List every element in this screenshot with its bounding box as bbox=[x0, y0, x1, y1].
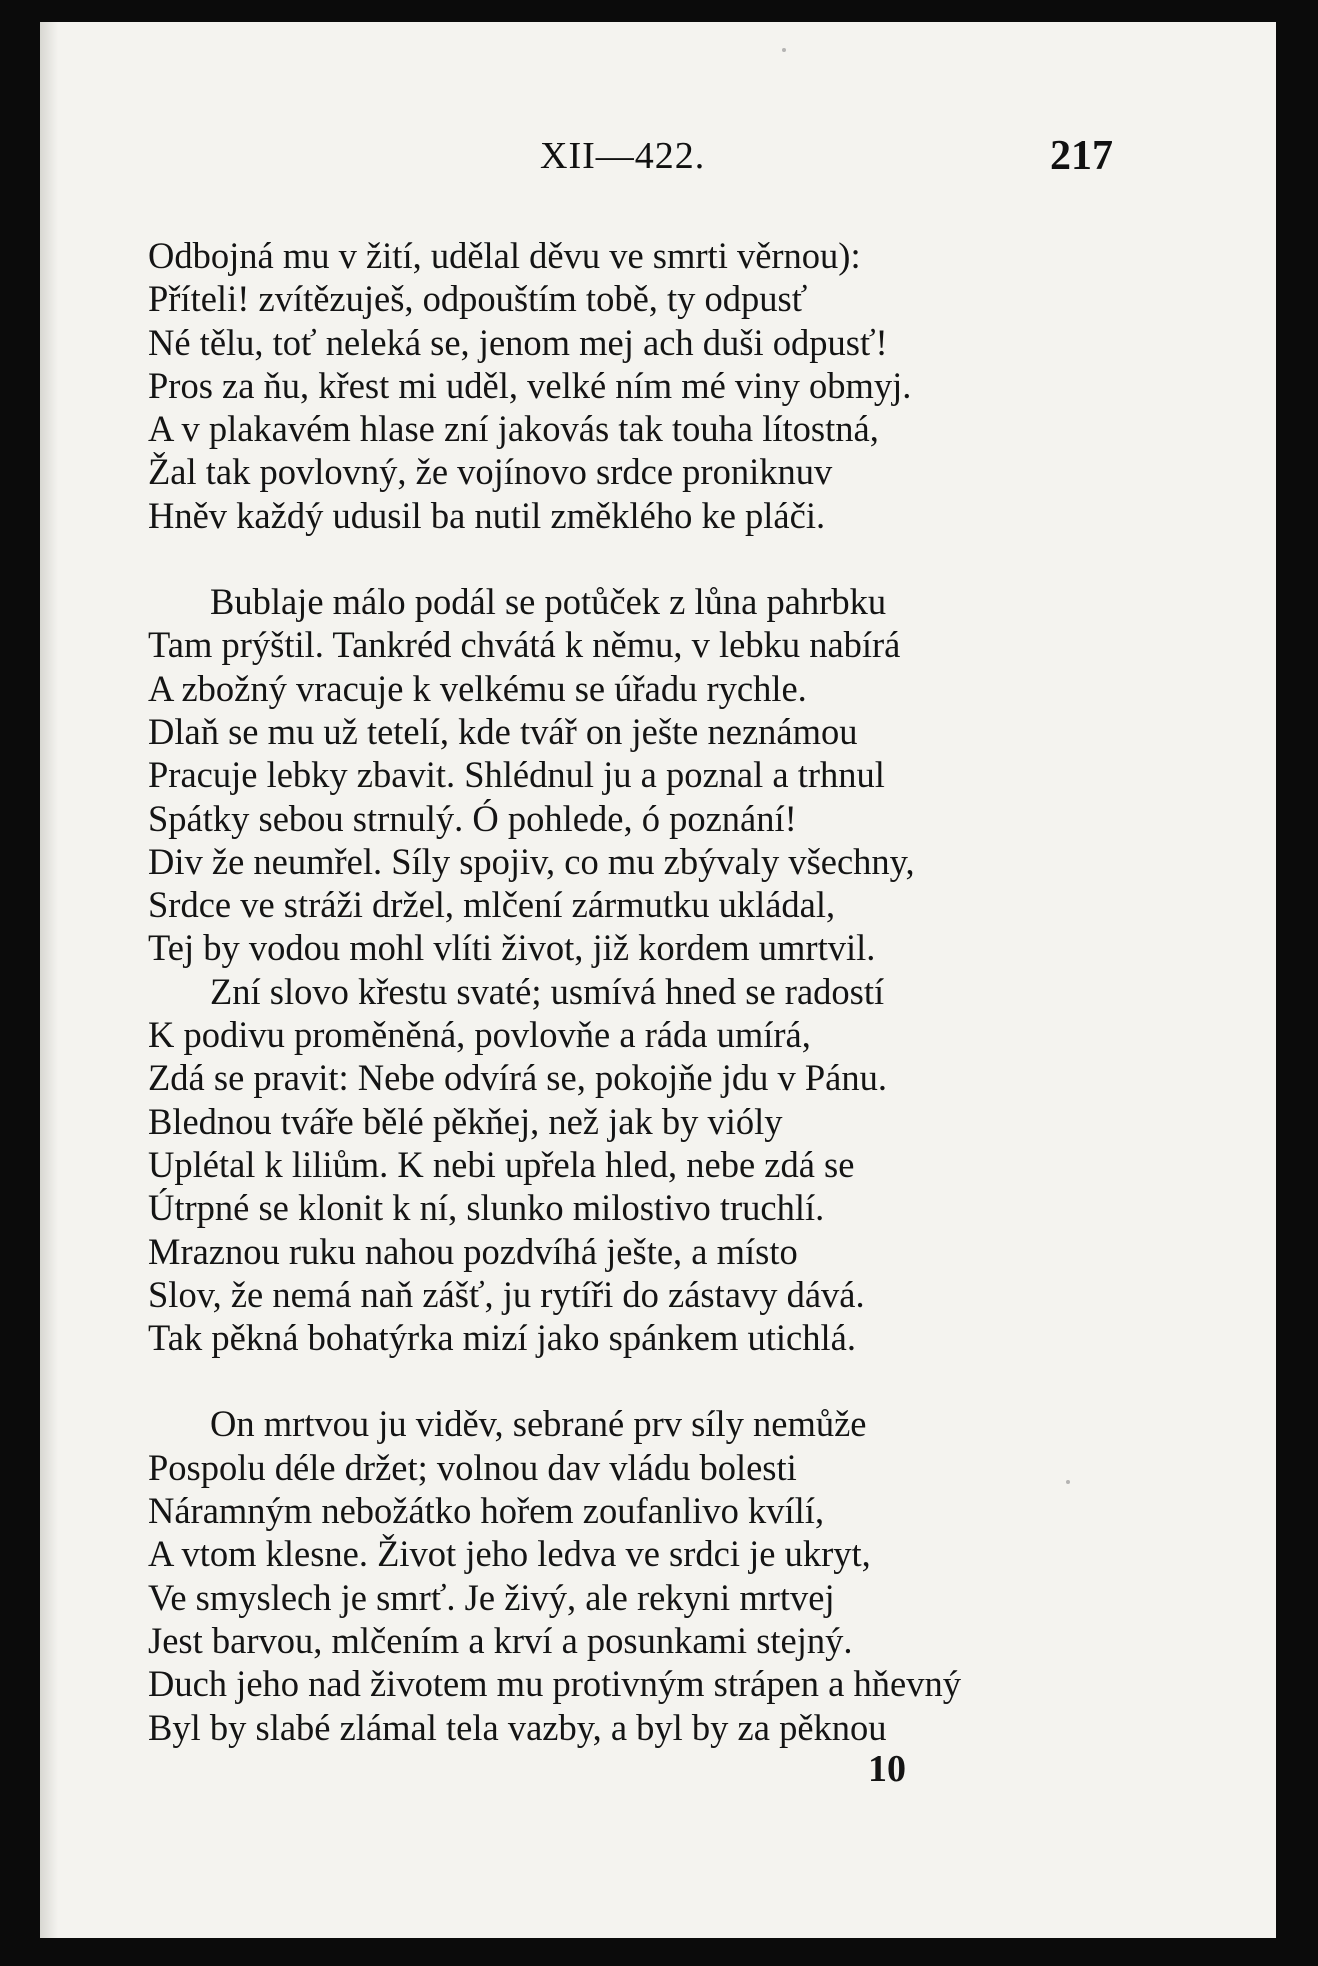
poem-line: Né tělu, toť neleká se, jenom mej ach duši odpusť! bbox=[148, 321, 888, 363]
poem-line: Tej by vodou mohl vlíti život, již kordem umrtvil. bbox=[148, 927, 876, 969]
poem-line: On mrtvou ju viděv, sebrané prv síly nemůže bbox=[210, 1403, 867, 1445]
poem-line: Jest barvou, mlčením a krví a posunkami stejný. bbox=[148, 1619, 853, 1661]
page-edge bbox=[40, 22, 58, 1938]
page-number: 217 bbox=[1050, 133, 1113, 179]
poem-line: Náramným nebožátko hořem zoufanlivo kvílí, bbox=[148, 1490, 825, 1532]
poem-line: Ve smyslech je smrť. Je živý, ale rekyni mrtvej bbox=[148, 1576, 835, 1618]
poem-line: Div že neumřel. Síly spojiv, co mu zbývaly všechny, bbox=[148, 840, 915, 882]
poem-line: A vtom klesne. Život jeho ledva ve srdci je ukryt, bbox=[148, 1533, 871, 1575]
poem-line: Byl by slabé zlámal tela vazby, a byl by za pěknou bbox=[148, 1706, 887, 1748]
poem-line: Žal tak povlovný, že vojínovo srdce proniknuv bbox=[148, 451, 833, 493]
poem-line: Tam prýštil. Tankréd chvátá k němu, v lebku nabírá bbox=[148, 624, 901, 666]
poem-line: Příteli! zvítězuješ, odpouštím tobě, ty odpusť bbox=[148, 278, 808, 320]
poem-line: Pracuje lebky zbavit. Shlédnul ju a poznal a trhnul bbox=[148, 754, 885, 796]
poem-line: A zbožný vracuje k velkému se úřadu rychle. bbox=[148, 667, 807, 709]
poem-line: Mraznou ruku nahou pozdvíhá ješte, a místo bbox=[148, 1230, 798, 1272]
poem-line: Dlaň se mu už tetelí, kde tvář on ješte neznámou bbox=[148, 710, 858, 752]
poem-line: Zní slovo křestu svaté; usmívá hned se radostí bbox=[210, 970, 885, 1012]
poem-line: Spátky sebou strnulý. Ó pohlede, ó poznání! bbox=[148, 797, 797, 839]
poem-line: Tak pěkná bohatýrka mizí jako spánkem utichlá. bbox=[148, 1317, 856, 1359]
poem-line: Bublaje málo podál se potůček z lůna pahrbku bbox=[210, 581, 887, 623]
stanza bbox=[148, 1402, 1258, 1748]
poem-line: Slov, že nemá naň zášť, ju rytíři do zástavy dává. bbox=[148, 1273, 865, 1315]
poem-line: Duch jeho nad životem mu protivným strápen a hňevný bbox=[148, 1663, 961, 1705]
poem-line: Blednou tváře bělé pěkňej, než jak by vióly bbox=[148, 1100, 783, 1142]
poem-line: A v plakavém hlase zní jakovás tak touha lítostná, bbox=[148, 408, 879, 450]
running-head bbox=[40, 134, 1276, 184]
poem-line: Pospolu déle držet; volnou dav vládu bolesti bbox=[148, 1446, 797, 1488]
paper-speck bbox=[1066, 1480, 1070, 1484]
stanza bbox=[148, 580, 1258, 1359]
poem-line: Srdce ve stráži držel, mlčení zármutku ukládal, bbox=[148, 884, 836, 926]
poem-line: Odbojná mu v žití, udělal děvu ve smrti věrnou): bbox=[148, 235, 861, 276]
paper-speck bbox=[782, 48, 786, 52]
poem-line: Hněv každý udusil ba nutil změklého ke pláči. bbox=[148, 494, 826, 536]
poem-line: Zdá se pravit: Nebe odvírá se, pokojňe jdu v Pánu. bbox=[148, 1057, 887, 1099]
section-reference: XII—422. bbox=[540, 135, 706, 177]
poem-text bbox=[148, 234, 1258, 1749]
stanza bbox=[148, 234, 1258, 537]
poem-line: Útrpné se klonit k ní, slunko milostivo truchlí. bbox=[148, 1187, 825, 1229]
poem-line: Uplétal k liliům. K nebi upřela hled, nebe zdá se bbox=[148, 1143, 855, 1185]
book-page bbox=[40, 22, 1276, 1938]
poem-line: K podivu proměněná, povlovňe a ráda umírá, bbox=[148, 1014, 811, 1056]
signature-mark: 10 bbox=[868, 1748, 906, 1790]
poem-line: Pros za ňu, křest mi uděl, velké ním mé viny obmyj. bbox=[148, 364, 912, 406]
